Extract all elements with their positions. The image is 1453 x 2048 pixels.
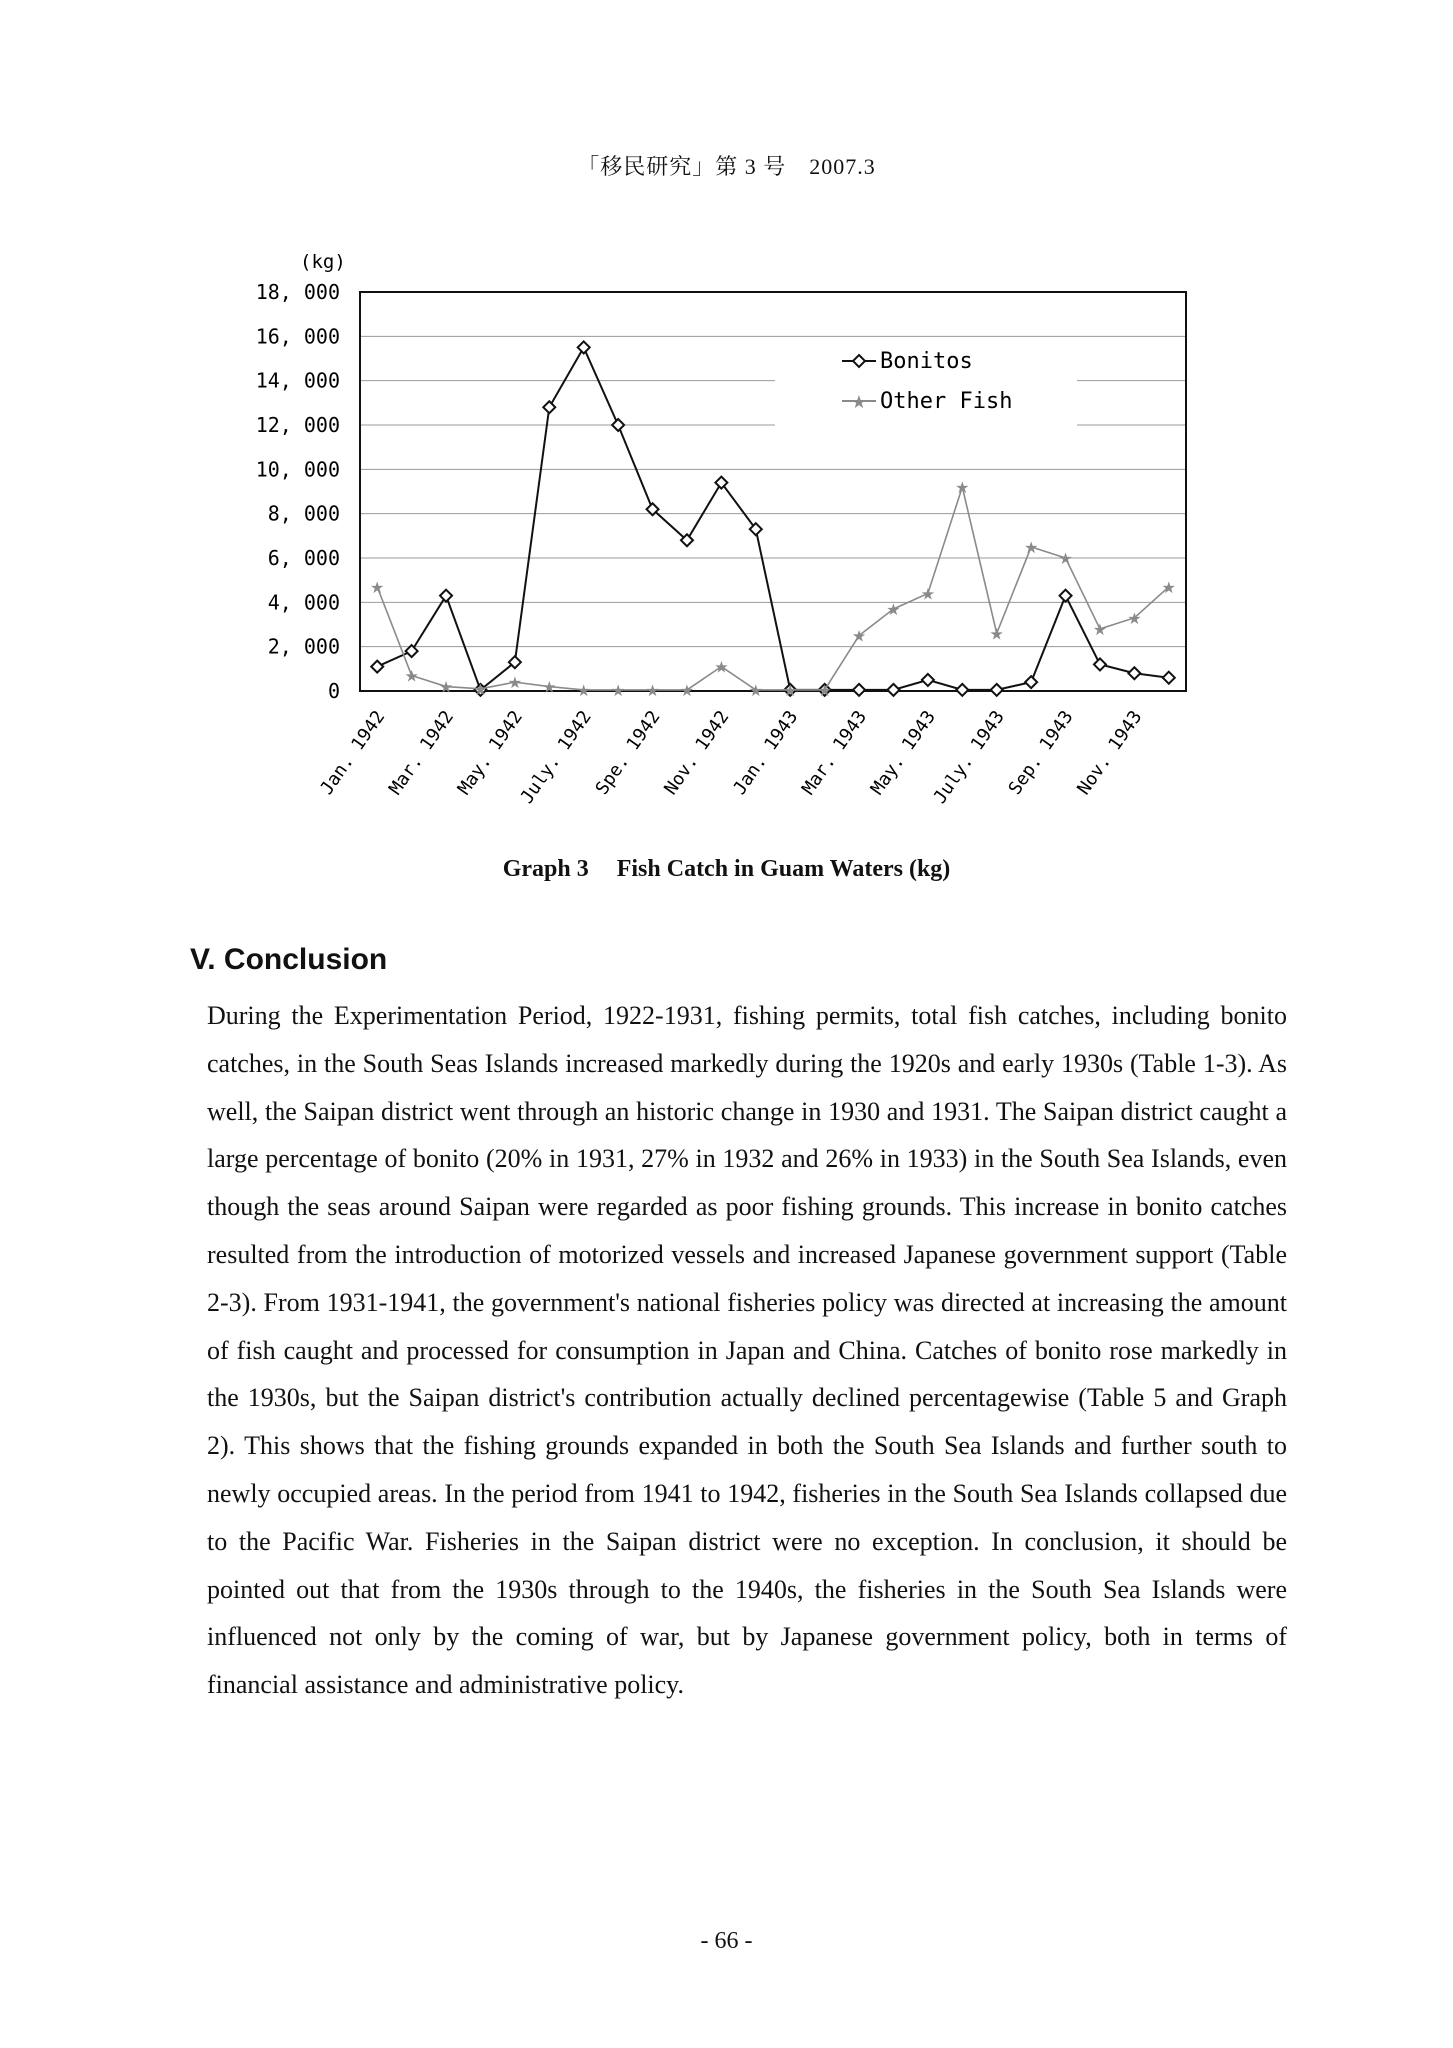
other-fish-point: ★ bbox=[817, 680, 832, 700]
x-tick-label: July. 1942 bbox=[516, 706, 596, 808]
y-tick-label: 6, 000 bbox=[267, 546, 340, 570]
y-axis-unit-label: (kg) bbox=[300, 251, 346, 273]
legend-other-fish-label: Other Fish bbox=[880, 389, 1013, 414]
y-tick-label: 8, 000 bbox=[267, 501, 340, 526]
other-fish-point: ★ bbox=[438, 677, 454, 697]
y-tick-label: 14, 000 bbox=[255, 368, 340, 393]
bonitos-point bbox=[1060, 590, 1072, 602]
other-fish-point: ★ bbox=[1127, 608, 1142, 628]
bonitos-point bbox=[887, 684, 899, 696]
section-heading: V. Conclusion bbox=[190, 943, 388, 976]
other-fish-point: ★ bbox=[645, 680, 660, 700]
y-tick-label: 0 bbox=[327, 679, 340, 703]
conclusion-body bbox=[207, 992, 1287, 1709]
bonitos-point bbox=[991, 684, 1003, 696]
x-tick-label: Nov. 1942 bbox=[660, 706, 734, 799]
x-tick-label: May. 1942 bbox=[453, 706, 527, 799]
y-tick-label: 12, 000 bbox=[255, 413, 340, 437]
other-fish-point: ★ bbox=[542, 677, 557, 697]
y-tick-label: 10, 000 bbox=[255, 457, 340, 482]
other-fish-point: ★ bbox=[989, 624, 1004, 644]
x-tick-label: July. 1943 bbox=[929, 706, 1009, 808]
other-fish-point: ★ bbox=[714, 657, 729, 677]
other-fish-point: ★ bbox=[404, 666, 419, 686]
bonitos-point bbox=[853, 684, 865, 696]
x-tick-label: Mar. 1942 bbox=[384, 706, 459, 799]
chart-legend bbox=[775, 338, 1077, 430]
bonitos-point bbox=[1163, 672, 1175, 684]
bonitos-point bbox=[1128, 667, 1140, 679]
other-fish-point: ★ bbox=[783, 680, 798, 700]
other-fish-point: ★ bbox=[370, 577, 385, 597]
other-fish-point: ★ bbox=[955, 478, 970, 498]
x-tick-label: Spe. 1942 bbox=[591, 706, 665, 799]
bonitos-point bbox=[578, 341, 590, 353]
other-fish-point: ★ bbox=[1161, 577, 1176, 597]
other-fish-point: ★ bbox=[920, 584, 936, 604]
y-axis-tick-labels bbox=[256, 280, 340, 703]
bonitos-point bbox=[1025, 676, 1037, 688]
bonitos-point bbox=[543, 401, 555, 413]
y-tick-label: 18, 000 bbox=[255, 280, 340, 304]
y-tick-label: 4, 000 bbox=[267, 590, 340, 615]
figure-caption bbox=[0, 856, 1453, 883]
y-tick-label: 2, 000 bbox=[267, 634, 340, 659]
x-tick-label: May. 1943 bbox=[866, 706, 940, 799]
bonitos-point bbox=[371, 661, 383, 673]
other-fish-point: ★ bbox=[507, 673, 523, 693]
figure-title: Fish Catch in Guam Waters (kg) bbox=[616, 856, 951, 882]
bonitos-point bbox=[956, 684, 968, 696]
y-tick-label: 16, 000 bbox=[255, 324, 340, 349]
other-fish-point: ★ bbox=[610, 680, 626, 700]
legend-other-fish-star-icon: ★ bbox=[850, 392, 868, 413]
x-tick-label: Jan. 1942 bbox=[316, 706, 390, 799]
conclusion-paragraph: During the Experimentation Period, 1922-1931, fishing permits, total fish catches, including bonito catches, in the South Seas Islands increased markedly during the 1920s and early 1930s (Table 1-3). As well, the Saipan district went through an historic change in 1930 and 1931. The Saipan district caught a large percentage of bonito (20% in 1931, 27% in 1932 and 26% in 1933) in the South Sea Islands, even though the seas around Saipan were regarded as poor fishing grounds. This increase in bonito catches resulted from the introduction of motorized vessels and increased Japanese government support (Table 2-3). From 1931-1941, the government's national fisheries policy was directed at increasing the amount of fish caught and processed for consumption in Japan and China. Catches of bonito rose markedly in the 1930s, but the Saipan district's contribution actually declined percentagewise (Table 5 and Graph 2). This shows that the fishing grounds expanded in both the South Sea Islands and further south to newly occupied areas. In the period from 1941 to 1942, fisheries in the South Sea Islands collapsed due to the Pacific War. Fisheries in the Saipan district were no exception. In conclusion, it should be pointed out that from the 1930s through to the 1940s, the fisheries in the South Sea Islands were influenced not only by the coming of war, but by Japanese government policy, both in terms of financial assistance and administrative policy. bbox=[207, 1001, 1287, 1700]
figure-number: Graph 3 bbox=[502, 856, 589, 882]
x-tick-label: Jan. 1943 bbox=[729, 706, 803, 799]
other-fish-point: ★ bbox=[886, 599, 901, 619]
bonitos-point bbox=[440, 590, 452, 602]
bonitos-point bbox=[922, 674, 934, 686]
other-fish-point: ★ bbox=[576, 680, 591, 700]
other-fish-point: ★ bbox=[1092, 619, 1108, 639]
x-axis-tick-labels bbox=[316, 707, 1146, 808]
series-line-other-fish bbox=[377, 487, 1169, 693]
x-tick-label: Sep. 1943 bbox=[1004, 706, 1078, 799]
other-fish-point: ★ bbox=[748, 680, 763, 700]
bonitos-point bbox=[1094, 658, 1106, 670]
bonitos-point bbox=[612, 419, 624, 431]
other-fish-point: ★ bbox=[1058, 549, 1073, 568]
running-header: 「移民研究」第 3 号 2007.3 bbox=[577, 154, 876, 179]
other-fish-point: ★ bbox=[679, 680, 695, 700]
x-tick-label: Nov. 1943 bbox=[1073, 706, 1147, 799]
x-tick-label: Mar. 1943 bbox=[797, 706, 872, 799]
other-fish-point: ★ bbox=[473, 679, 488, 699]
fish-catch-chart bbox=[0, 0, 1453, 860]
page-number: - 66 - bbox=[700, 1928, 753, 1954]
legend-bonitos-label: Bonitos bbox=[880, 349, 973, 374]
other-fish-point: ★ bbox=[851, 626, 867, 646]
other-fish-point: ★ bbox=[1023, 537, 1039, 557]
